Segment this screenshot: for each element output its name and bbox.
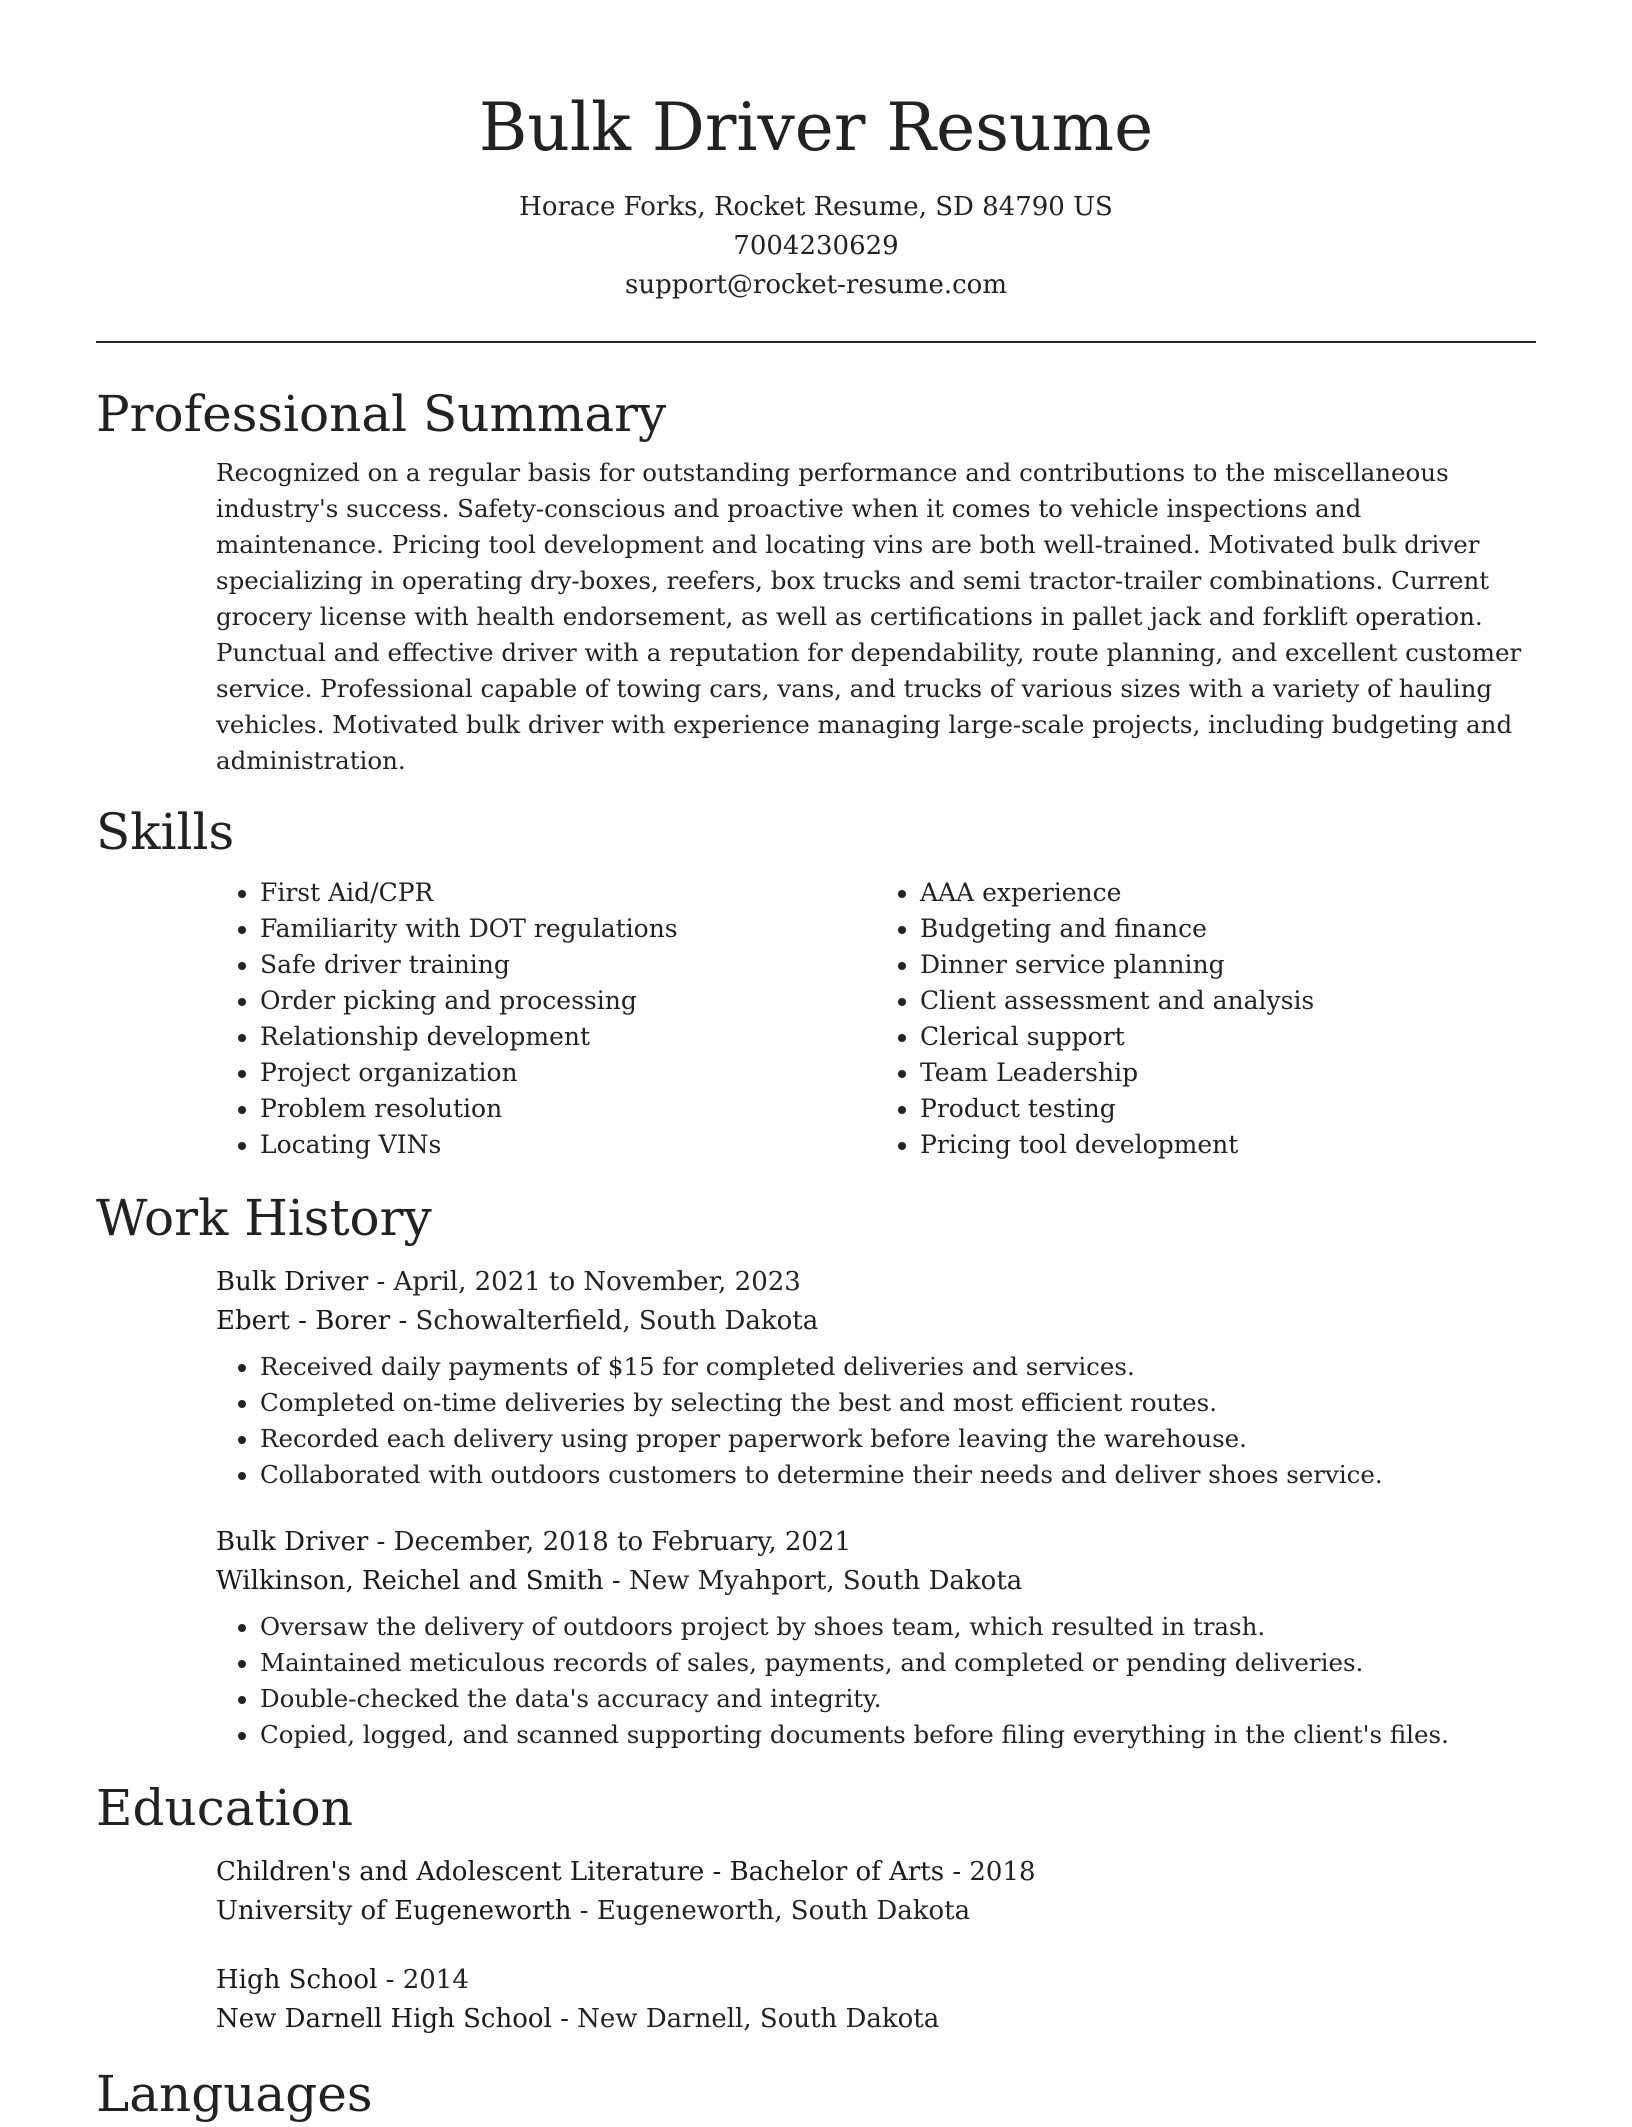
education-year: - 2014 — [377, 1965, 469, 1995]
education-entry — [216, 1961, 1536, 2039]
resume-header — [0, 0, 1632, 305]
skill-item: • Familiarity with DOT regulations — [260, 911, 876, 947]
resume-title: Bulk Driver Resume — [478, 89, 1154, 166]
skills-section — [0, 799, 1632, 1163]
education-school: New Darnell High School — [216, 2004, 552, 2034]
job-bullets — [216, 1349, 1536, 1493]
skill-item: • AAA experience — [920, 875, 1536, 911]
job-bullets — [216, 1609, 1536, 1753]
contact-block — [0, 188, 1632, 305]
skills-list-left — [216, 875, 876, 1163]
education-year: - 2018 — [944, 1857, 1036, 1887]
summary-heading: Professional Summary — [96, 385, 667, 443]
job-location: - Schowalterfield, South Dakota — [390, 1306, 819, 1336]
skills-heading: Skills — [96, 803, 235, 861]
skill-item: • Budgeting and finance — [920, 911, 1536, 947]
education-degree: Children's and Adolescent Literature - Bachelor of Arts — [216, 1857, 945, 1887]
job-entry — [216, 1263, 1536, 1493]
job-bullet: • Oversaw the delivery of outdoors project by shoes team, which resulted in trash. — [260, 1609, 1536, 1645]
skill-item: • Dinner service planning — [920, 947, 1536, 983]
education-school-line — [216, 1892, 1536, 1931]
skill-item: • Clerical support — [920, 1019, 1536, 1055]
job-bullet: • Collaborated with outdoors customers to determine their needs and deliver shoes service. — [260, 1457, 1536, 1493]
header-divider — [96, 341, 1536, 343]
job-role: Bulk Driver — [216, 1267, 369, 1297]
skill-item: • Pricing tool development — [920, 1127, 1536, 1163]
education-degree-line — [216, 1853, 1536, 1892]
job-role: Bulk Driver — [216, 1527, 369, 1557]
skill-item: • Order picking and processing — [260, 983, 876, 1019]
education-section — [0, 1775, 1632, 2039]
languages-heading: Languages — [96, 2065, 373, 2123]
summary-section — [0, 381, 1632, 779]
skill-item: • Locating VINs — [260, 1127, 876, 1163]
skills-grid — [216, 875, 1536, 1163]
skills-list-right — [876, 875, 1536, 1163]
contact-email: support@rocket-resume.com — [624, 270, 1007, 300]
summary-body — [96, 455, 1536, 779]
education-heading: Education — [96, 1779, 353, 1837]
summary-text: Recognized on a regular basis for outstanding performance and contributions to the miscellaneous industry's success. Safety-conscious and proactive when it comes to vehicle inspections and maintenance. Pricing tool development and locating vins are both well-trained. Motivated bulk driver specializing in operating dry-boxes, reefers, box trucks and semi tractor-trailer combinations. Current grocery license with health endorsement, as well as certifications in pallet jack and forklift operation. Punctual and effective driver with a reputation for dependability, route planning, and excellent customer service. Professional capable of towing cars, vans, and trucks of various sizes with a variety of hauling vehicles. Motivated bulk driver with experience managing large-scale projects, including budgeting and administration. — [216, 458, 1522, 775]
job-dates: - December, 2018 to February, 2021 — [368, 1527, 852, 1557]
job-title-line — [216, 1263, 1536, 1302]
education-degree: High School — [216, 1965, 378, 1995]
job-title-line — [216, 1523, 1536, 1562]
work-body — [96, 1263, 1536, 1753]
education-location: - Eugeneworth, South Dakota — [571, 1896, 971, 1926]
contact-address: Horace Forks, Rocket Resume, SD 84790 US — [519, 192, 1113, 222]
job-company: Wilkinson, Reichel and Smith — [216, 1566, 604, 1596]
skill-item: • First Aid/CPR — [260, 875, 876, 911]
education-school-line — [216, 2000, 1536, 2039]
job-bullet: • Received daily payments of $15 for completed deliveries and services. — [260, 1349, 1536, 1385]
job-company-line — [216, 1562, 1536, 1601]
job-bullet: • Copied, logged, and scanned supporting documents before filing everything in the client's files. — [260, 1717, 1536, 1753]
job-location: - New Myahport, South Dakota — [603, 1566, 1023, 1596]
job-entry — [216, 1523, 1536, 1753]
job-dates: - April, 2021 to November, 2023 — [368, 1267, 801, 1297]
education-entry — [216, 1853, 1536, 1931]
skill-item: • Project organization — [260, 1055, 876, 1091]
job-company-line — [216, 1302, 1536, 1341]
skills-body — [96, 875, 1536, 1163]
skill-item: • Product testing — [920, 1091, 1536, 1127]
education-degree-line — [216, 1961, 1536, 2000]
languages-section — [0, 2061, 1632, 2127]
work-heading: Work History — [96, 1189, 432, 1247]
job-bullet: • Completed on-time deliveries by selecting the best and most efficient routes. — [260, 1385, 1536, 1421]
skill-item: • Relationship development — [260, 1019, 876, 1055]
education-body — [96, 1853, 1536, 2039]
contact-phone: 7004230629 — [733, 231, 899, 261]
job-bullet: • Double-checked the data's accuracy and integrity. — [260, 1681, 1536, 1717]
education-school: University of Eugeneworth — [216, 1896, 572, 1926]
work-section — [0, 1185, 1632, 1753]
job-bullet: • Maintained meticulous records of sales, payments, and completed or pending deliveries. — [260, 1645, 1536, 1681]
skill-item: • Client assessment and analysis — [920, 983, 1536, 1019]
education-location: - New Darnell, South Dakota — [551, 2004, 940, 2034]
skill-item: • Problem resolution — [260, 1091, 876, 1127]
skill-item: • Safe driver training — [260, 947, 876, 983]
job-bullet: • Recorded each delivery using proper paperwork before leaving the warehouse. — [260, 1421, 1536, 1457]
job-company: Ebert - Borer — [216, 1306, 391, 1336]
skill-item: • Team Leadership — [920, 1055, 1536, 1091]
